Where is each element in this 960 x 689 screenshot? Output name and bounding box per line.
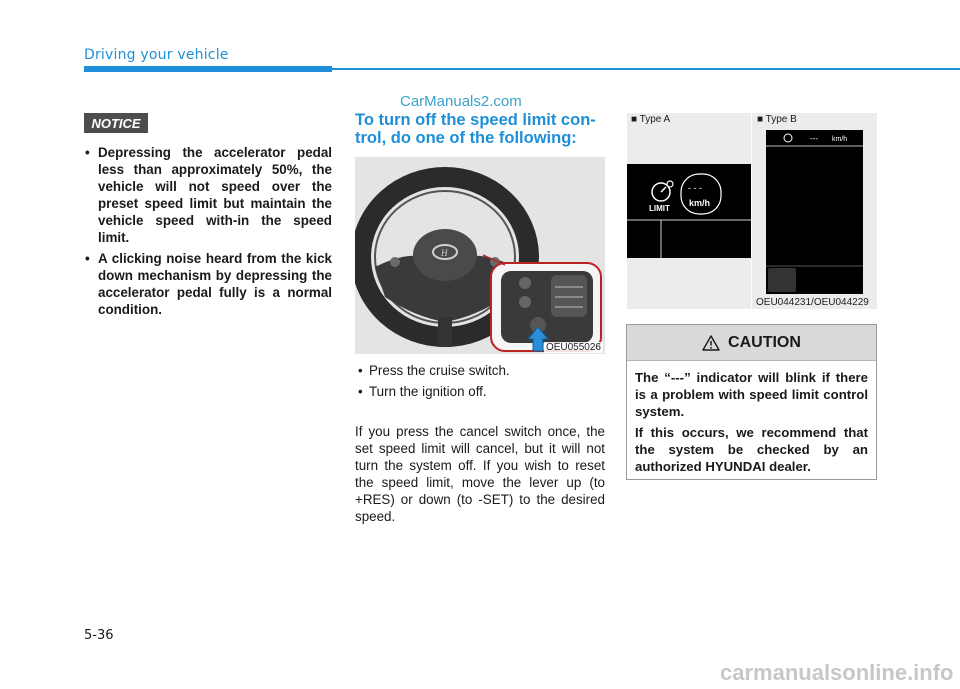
page-number: 5-36 xyxy=(84,628,114,643)
steering-wheel-photo xyxy=(355,157,605,354)
type-a-display xyxy=(627,164,751,258)
caution-title: CAUTION xyxy=(728,333,801,351)
dashes-b-text: --- xyxy=(810,134,818,143)
steering-wheel-illustration xyxy=(355,157,605,354)
type-a-label: ■ Type A xyxy=(631,114,671,125)
notice-badge: NOTICE xyxy=(84,113,148,133)
section-title: Driving your vehicle xyxy=(84,47,229,63)
type-a-cluster-graphic xyxy=(627,164,751,258)
warning-icon xyxy=(702,335,720,351)
watermark-top[interactable]: CarManuals2.com xyxy=(400,93,522,110)
svg-text:H: H xyxy=(441,248,448,258)
caution-paragraph: The “---” indicator will blink if there is a problem with speed limit control system. xyxy=(635,370,868,419)
dashes-text: - - - xyxy=(688,183,702,193)
unit-text: km/h xyxy=(689,198,711,208)
notice-item: • Depressing the accelerator pedal less than approximately 50%, the vehicle will not speed over the preset speed limit but maintain the vehicle speed with-in the speed limit. xyxy=(84,144,332,246)
type-b-cluster-graphic xyxy=(766,130,863,294)
type-b-display xyxy=(766,130,863,294)
caution-header xyxy=(627,325,876,361)
header-bar xyxy=(84,66,332,72)
turn-off-item: • Press the cruise switch. xyxy=(355,362,610,379)
caution-body xyxy=(627,361,876,475)
turn-off-item: • Turn the ignition off. xyxy=(355,383,610,400)
section-heading: To turn off the speed limit con-trol, do one of the following: xyxy=(355,111,596,147)
photo-code: OEU055026 xyxy=(545,342,601,353)
notice-item: • A clicking noise heard from the kick down mechanism by depressing the accelerator pedal fully is a normal condition. xyxy=(84,250,332,318)
header-line xyxy=(332,68,960,70)
notice-list xyxy=(84,144,332,322)
caution-box xyxy=(626,324,877,480)
caution-paragraph: If this occurs, we recommend that the system be checked by an authorized HYUNDAI dealer. xyxy=(635,425,868,474)
type-b-label: ■ Type B xyxy=(757,114,797,125)
limit-text: LIMIT xyxy=(649,204,670,213)
turn-off-list xyxy=(355,362,610,404)
figure-code: OEU044231/OEU044229 xyxy=(756,297,869,308)
unit-b-text: km/h xyxy=(832,136,848,143)
watermark-bottom[interactable]: carmanualsonline.info xyxy=(720,660,954,685)
turn-off-paragraph: If you press the cancel switch once, the set speed limit will cancel, but it will not turn the system off. If you wish to reset the speed limit, move the lever up (to +RES) or down (to -SET) to the desired speed. xyxy=(355,424,605,524)
